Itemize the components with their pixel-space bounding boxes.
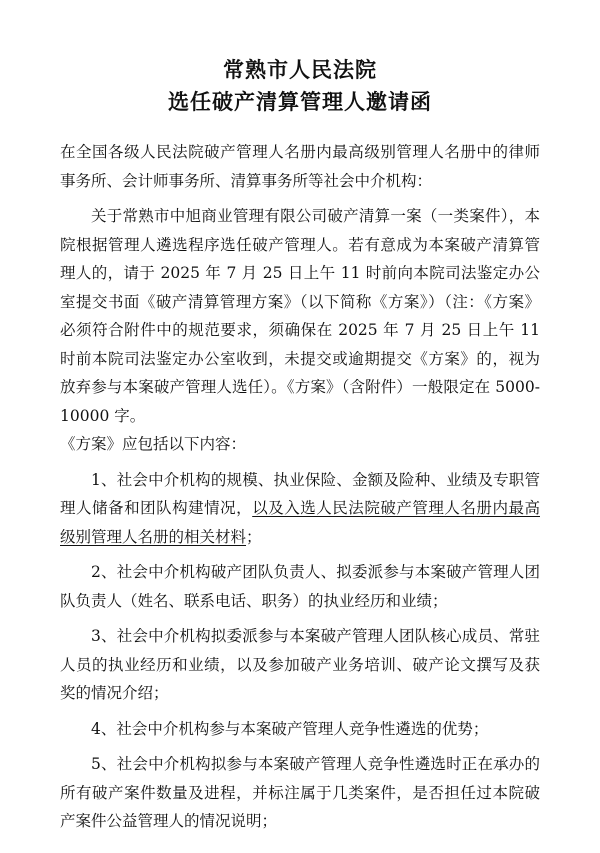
spacer (60, 743, 540, 750)
list-item-1-suffix: ； (246, 527, 262, 546)
list-item-5: 5、社会中介机构拟参与本案破产管理人竞争性遴选时正在承办的所有破产案件数量及进程，并标注属于几类案件，是否担任过本院破产案件公益管理人的情况说明； (60, 755, 540, 830)
list-item-2: 2、社会中介机构破产团队负责人、拟委派参与本案破产管理人团队负责人（姓名、联系电话、职务）的执业经历和业绩； (60, 563, 540, 610)
spacer (60, 195, 540, 202)
spacer (60, 459, 540, 466)
spacer (60, 551, 540, 558)
list-item-3: 3、社会中介机构拟委派参与本案破产管理人团队核心成员、常驻人员的执业经历和业绩，以及参加破产业务培训、破产论文撰写及获奖的情况介绍； (60, 627, 540, 702)
list-item-1-underlined: 以及入选人民法院破产管理人名册内最高级别管理人名册的相关材料 (60, 499, 540, 546)
salutation: 在全国各级人民法院破产管理人名册内最高级别管理人名册中的律师事务所、会计师事务所、清算事务所等社会中介机构： (60, 143, 540, 190)
intro-paragraph: 关于常熟市中旭商业管理有限公司破产清算一案（一类案件），本院根据管理人遴选程序选任破产管理人。若有意成为本案破产清算管理人的，请于 2025 年 7 月 25 日上午 11 时前向本院司法鉴定办公室提交书面《破产清算管理方案》（以下简称《方案》）（注：《方案》必须符合附件中的规范要求，须确保在 2025 年 7 月 25 日上午 11 时前本院司法鉴定办公室收到，未提交或逾期提交《方案》的，视为放弃参与本案破产管理人选任）。《方案》（含附件）一般限定在 5000-10000 字。 (60, 207, 540, 425)
letter-title: 选任破产清算管理人邀请函 (168, 89, 432, 114)
list-item-4: 4、社会中介机构参与本案破产管理人竞争性遴选的优势； (91, 719, 489, 738)
court-name-title: 常熟市人民法院 (223, 57, 377, 82)
spacer (60, 615, 540, 622)
spacer (60, 708, 540, 715)
list-item-1 (60, 466, 540, 552)
list-item-1-text: 1、社会中介机构的规模、执业保险、金额及险种、业绩及专职管理人储备和团队构建情况， (60, 470, 540, 517)
content-intro: 《方案》应包括以下内容： (60, 435, 247, 453)
